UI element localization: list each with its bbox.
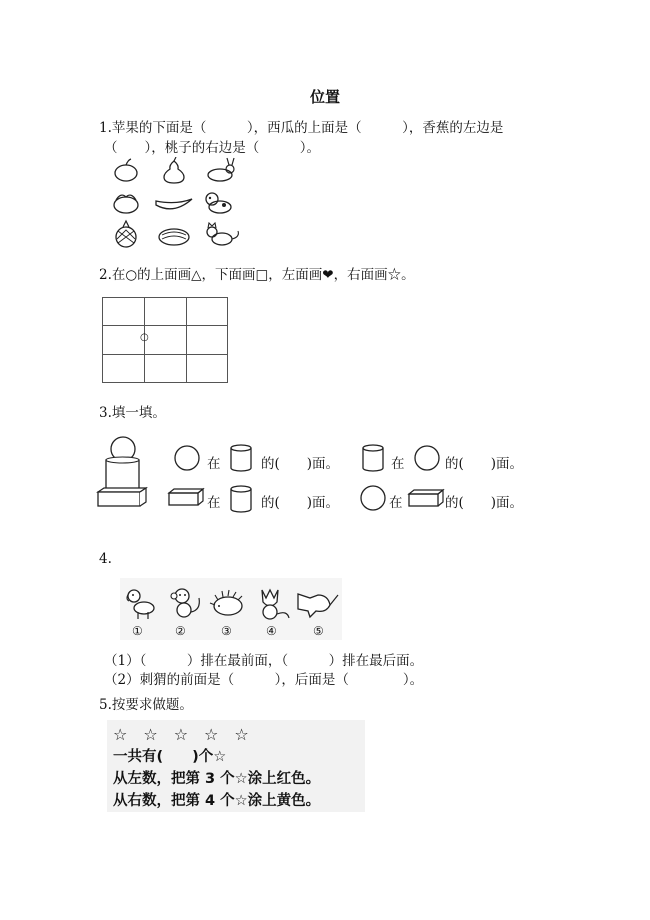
q5-line3: 从右数，把第 4 个☆涂上黄色。 — [113, 793, 321, 809]
q3-heading: 3.填一填。 — [99, 405, 166, 421]
q3-row2a-mid: 在 — [207, 495, 221, 511]
animal-number-2: ② — [175, 624, 186, 638]
stacked-shapes-figure — [94, 436, 150, 510]
q3-row1a-end: 的( )面。 — [261, 456, 340, 472]
page-title: 位置 — [309, 88, 340, 106]
q3-row2a-end: 的( )面。 — [261, 495, 340, 511]
q5-stars: ☆ ☆ ☆ ☆ ☆ — [113, 725, 249, 744]
q2-text: 2.在○的上面画△，下面画□，左面画❤，右面画☆。 — [99, 267, 415, 283]
crocodile-icon — [298, 594, 338, 617]
q1-picture-grid — [108, 157, 248, 249]
q3-row2b-mid: 在 — [389, 495, 403, 511]
rabbit-icon — [208, 158, 234, 181]
monkey-icon — [171, 589, 199, 617]
circle-shape — [172, 445, 202, 473]
animal-number-4: ④ — [266, 624, 277, 638]
circle-shape — [358, 485, 388, 513]
cuboid-shape — [167, 486, 205, 508]
cylinder-shape — [361, 443, 385, 473]
apple-icon — [115, 159, 137, 181]
pear-icon — [164, 157, 184, 183]
q4-line1: （1）（ ）排在最前面，（ ）排在最后面。 — [104, 653, 424, 669]
q5-line2: 从左数，把第 3 个☆涂上红色。 — [113, 771, 321, 787]
dog-icon — [206, 193, 231, 213]
animal-number-3: ③ — [221, 624, 232, 638]
q3-row1a-mid: 在 — [207, 456, 221, 472]
q4-heading: 4. — [99, 551, 112, 567]
q4-line2: （2）刺猬的前面是（ ），后面是（ ）。 — [104, 672, 424, 688]
q5-line1: 一共有( )个☆ — [113, 749, 227, 765]
cuboid-shape — [407, 487, 445, 509]
banana-icon — [156, 199, 192, 209]
q5-heading: 5.按要求做题。 — [99, 697, 193, 713]
q2-grid — [102, 297, 228, 383]
pineapple-icon — [116, 221, 136, 247]
hedgehog-icon — [210, 590, 242, 615]
cylinder-shape — [229, 484, 253, 514]
animal-number-1: ① — [132, 624, 143, 638]
animal-number-5: ⑤ — [313, 624, 324, 638]
circle-shape — [412, 445, 442, 473]
animal-row — [120, 578, 342, 624]
fox-icon — [262, 590, 289, 619]
q1-line1: 1.苹果的下面是（ ），西瓜的上面是（ ），香蕉的左边是 — [99, 120, 504, 136]
q1-line2: （ ），桃子的右边是（ ）。 — [104, 140, 320, 156]
peach-icon — [114, 195, 138, 213]
grid-center-circle: ○ — [140, 332, 149, 343]
q3-row1b-mid: 在 — [391, 456, 405, 472]
dog-icon — [127, 590, 154, 619]
q3-row2b-end: 的( )面。 — [445, 495, 524, 511]
watermelon-icon — [159, 229, 189, 245]
q3-row1b-end: 的( )面。 — [445, 456, 524, 472]
cat-icon — [207, 223, 238, 245]
cylinder-shape — [229, 443, 253, 473]
